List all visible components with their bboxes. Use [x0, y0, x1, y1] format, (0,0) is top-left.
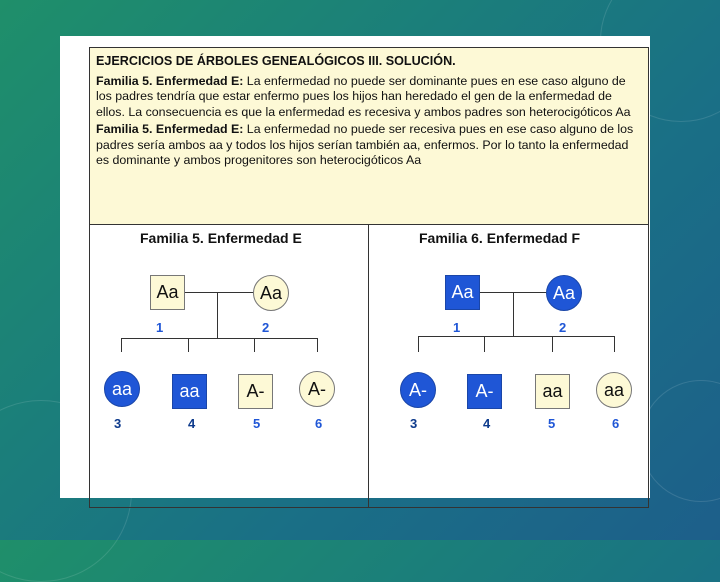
- paragraph-2-label: Familia 5. Enfermedad E:: [96, 122, 244, 136]
- child-line: [121, 338, 122, 352]
- genotype-label: Aa: [156, 282, 179, 302]
- panel-divider: [368, 225, 369, 508]
- solution-textbox: [90, 48, 648, 225]
- family6-child-6-female: [596, 372, 632, 408]
- family5-child-5-male: [238, 374, 273, 409]
- child-line: [484, 336, 485, 352]
- marriage-line: [184, 292, 256, 293]
- family5-child-3-female-affected: [104, 371, 140, 407]
- slide: [60, 36, 650, 498]
- genotype-label: Aa: [552, 282, 576, 303]
- genotype-label: A-: [308, 378, 326, 399]
- family5-parent-1-male: [150, 275, 185, 310]
- family5-title: Familia 5. Enfermedad E: [140, 230, 302, 246]
- solution-paragraph-2: [96, 122, 642, 169]
- genotype-label: aa: [179, 381, 200, 401]
- family5-child-4-male-affected: [172, 374, 207, 409]
- genotype-label: A-: [246, 381, 265, 401]
- family6-title: Familia 6. Enfermedad F: [419, 230, 581, 246]
- child-line: [254, 338, 255, 352]
- individual-number: 3: [410, 416, 418, 431]
- background-decoration: [640, 380, 720, 502]
- individual-number: 1: [453, 320, 461, 335]
- individual-number: 4: [188, 416, 196, 431]
- family5-parent-2-female: [253, 275, 289, 311]
- family6-child-5-male: [535, 374, 570, 409]
- child-line: [552, 336, 553, 352]
- paragraph-1-label: Familia 5. Enfermedad E:: [96, 73, 244, 88]
- genotype-label: aa: [603, 379, 625, 400]
- paragraph-1-text: La enfermedad no puede ser dominante pues en ese caso alguno de los padres tendría que estar enfermo pues los hijos han heredado el gen de la enfermedad de ellos. La consecuencia es que la enfermedad es recesiva y ambos padres son heterocigóticos Aa: [96, 73, 631, 119]
- individual-number: 2: [559, 320, 567, 335]
- family5-child-6-female: [299, 371, 335, 407]
- individual-number: 2: [262, 320, 270, 335]
- family6-child-4-male-affected: [467, 374, 502, 409]
- paragraph-2-text: La enfermedad no puede ser recesiva pues en ese caso alguno de los padres sería ambos aa y todos los hijos serían también aa, enfermos. Por lo tanto la enfermedad es dominante y ambos progenitores son heterocigóticos Aa: [96, 122, 634, 167]
- family6-child-3-female-affected: [400, 372, 436, 408]
- genotype-label: A-: [409, 379, 427, 400]
- genotype-label: aa: [111, 378, 133, 399]
- individual-number: 6: [612, 416, 620, 431]
- pedigree-panel: [89, 47, 649, 508]
- descent-line: [513, 292, 514, 336]
- child-line: [317, 338, 318, 352]
- child-line: [188, 338, 189, 352]
- family6-parent-1-male-affected: [445, 275, 480, 310]
- sibship-line: [121, 338, 317, 339]
- individual-number: 5: [253, 416, 261, 431]
- family6-parent-2-female-affected: [546, 275, 582, 311]
- individual-number: 4: [483, 416, 491, 431]
- descent-line: [217, 292, 218, 338]
- individual-number: 6: [315, 416, 323, 431]
- individual-number: 3: [114, 416, 122, 431]
- genotype-label: Aa: [451, 282, 474, 302]
- individual-number: 1: [156, 320, 164, 335]
- genotype-label: aa: [542, 381, 563, 401]
- sibship-line: [418, 336, 614, 337]
- child-line: [418, 336, 419, 352]
- child-line: [614, 336, 615, 352]
- genotype-label: A-: [475, 381, 494, 401]
- solution-heading: EJERCICIOS DE ÁRBOLES GENEALÓGICOS III. SOLUCIÓN.: [96, 54, 456, 68]
- solution-paragraph-1: [96, 74, 642, 121]
- individual-number: 5: [548, 416, 556, 431]
- genotype-label: Aa: [259, 282, 283, 303]
